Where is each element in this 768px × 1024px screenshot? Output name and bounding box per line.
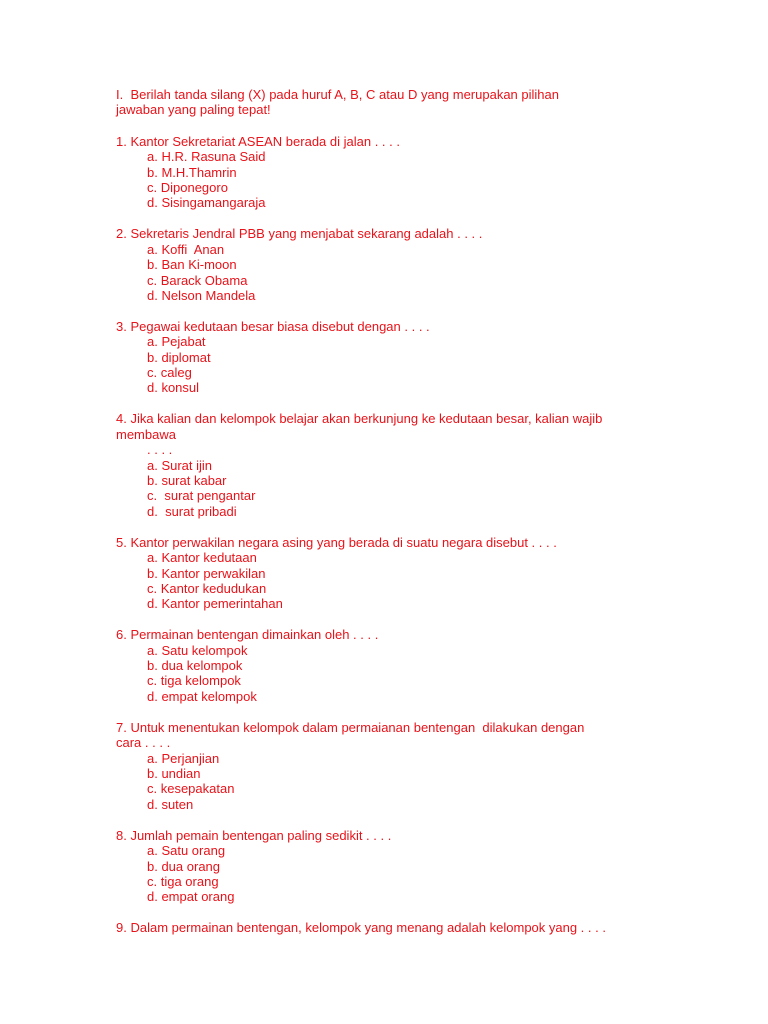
option-b: b. dua kelompok	[147, 658, 243, 674]
option-c: c. caleg	[147, 365, 192, 381]
option-d: d. Sisingamangaraja	[147, 195, 266, 211]
option-d: d. surat pribadi	[147, 503, 237, 519]
question-text: 1. Kantor Sekretariat ASEAN berada di jalan . . . .	[116, 133, 400, 149]
question-text: membawa	[116, 426, 176, 442]
option-a: a. Satu orang	[147, 843, 226, 859]
option-c: c. kesepakatan	[147, 781, 235, 797]
instruction-line: I. Berilah tanda silang (X) pada huruf A, B, C atau D yang merupakan pilihan	[116, 87, 559, 102]
option-d: d. konsul	[147, 380, 200, 396]
question-8	[116, 828, 676, 905]
question-text: 5. Kantor perwakilan negara asing yang berada di suatu negara disebut . . . .	[116, 534, 557, 550]
option-d: d. Kantor pemerintahan	[147, 596, 283, 612]
question-4	[116, 411, 676, 519]
question-text: cara . . . .	[116, 735, 171, 751]
option-b: b. Ban Ki-moon	[147, 257, 237, 273]
option-a: a. Kantor kedutaan	[147, 550, 257, 566]
option-c: c. surat pengantar	[147, 488, 256, 504]
option-c: c. tiga orang	[147, 873, 219, 889]
question-9	[116, 920, 676, 935]
option-b: b. diplomat	[147, 349, 211, 365]
question-7	[116, 720, 676, 812]
option-a: a. Perjanjian	[147, 750, 220, 766]
option-b: b. Kantor perwakilan	[147, 565, 266, 581]
option-c: c. tiga kelompok	[147, 673, 241, 689]
option-a: a. Pejabat	[147, 334, 206, 350]
option-d: d. empat kelompok	[147, 688, 257, 704]
option-d: d. empat orang	[147, 889, 235, 905]
option-b: b. dua orang	[147, 858, 221, 874]
question-2	[116, 226, 676, 303]
question-text: 7. Untuk menentukan kelompok dalam permaianan bentengan dilakukan dengan	[116, 719, 585, 735]
question-continuation: . . . .	[147, 442, 173, 458]
question-text: 9. Dalam permainan bentengan, kelompok yang menang adalah kelompok yang . . . .	[116, 920, 606, 936]
question-6	[116, 627, 676, 704]
question-1	[116, 134, 676, 211]
question-5	[116, 535, 676, 612]
worksheet	[116, 87, 676, 951]
option-c: c. Kantor kedudukan	[147, 580, 267, 596]
option-b: b. surat kabar	[147, 472, 227, 488]
instruction	[116, 87, 676, 118]
option-b: b. undian	[147, 766, 201, 782]
option-d: d. Nelson Mandela	[147, 287, 256, 303]
question-text: 6. Permainan bentengan dimainkan oleh . . . .	[116, 627, 379, 643]
question-3	[116, 319, 676, 396]
option-a: a. Koffi Anan	[147, 241, 225, 257]
option-d: d. suten	[147, 796, 194, 812]
option-b: b. M.H.Thamrin	[147, 164, 237, 180]
option-a: a. Surat ijin	[147, 457, 213, 473]
option-c: c. Diponegoro	[147, 179, 228, 195]
question-text: 3. Pegawai kedutaan besar biasa disebut dengan . . . .	[116, 318, 430, 334]
option-c: c. Barack Obama	[147, 272, 248, 288]
option-a: a. H.R. Rasuna Said	[147, 149, 266, 165]
question-text: 4. Jika kalian dan kelompok belajar akan berkunjung ke kedutaan besar, kalian wajib	[116, 411, 603, 427]
option-a: a. Satu kelompok	[147, 642, 248, 658]
question-text: 8. Jumlah pemain bentengan paling sedikit . . . .	[116, 827, 392, 843]
instruction-line: jawaban yang paling tepat!	[116, 102, 271, 118]
question-text: 2. Sekretaris Jendral PBB yang menjabat sekarang adalah . . . .	[116, 226, 483, 242]
